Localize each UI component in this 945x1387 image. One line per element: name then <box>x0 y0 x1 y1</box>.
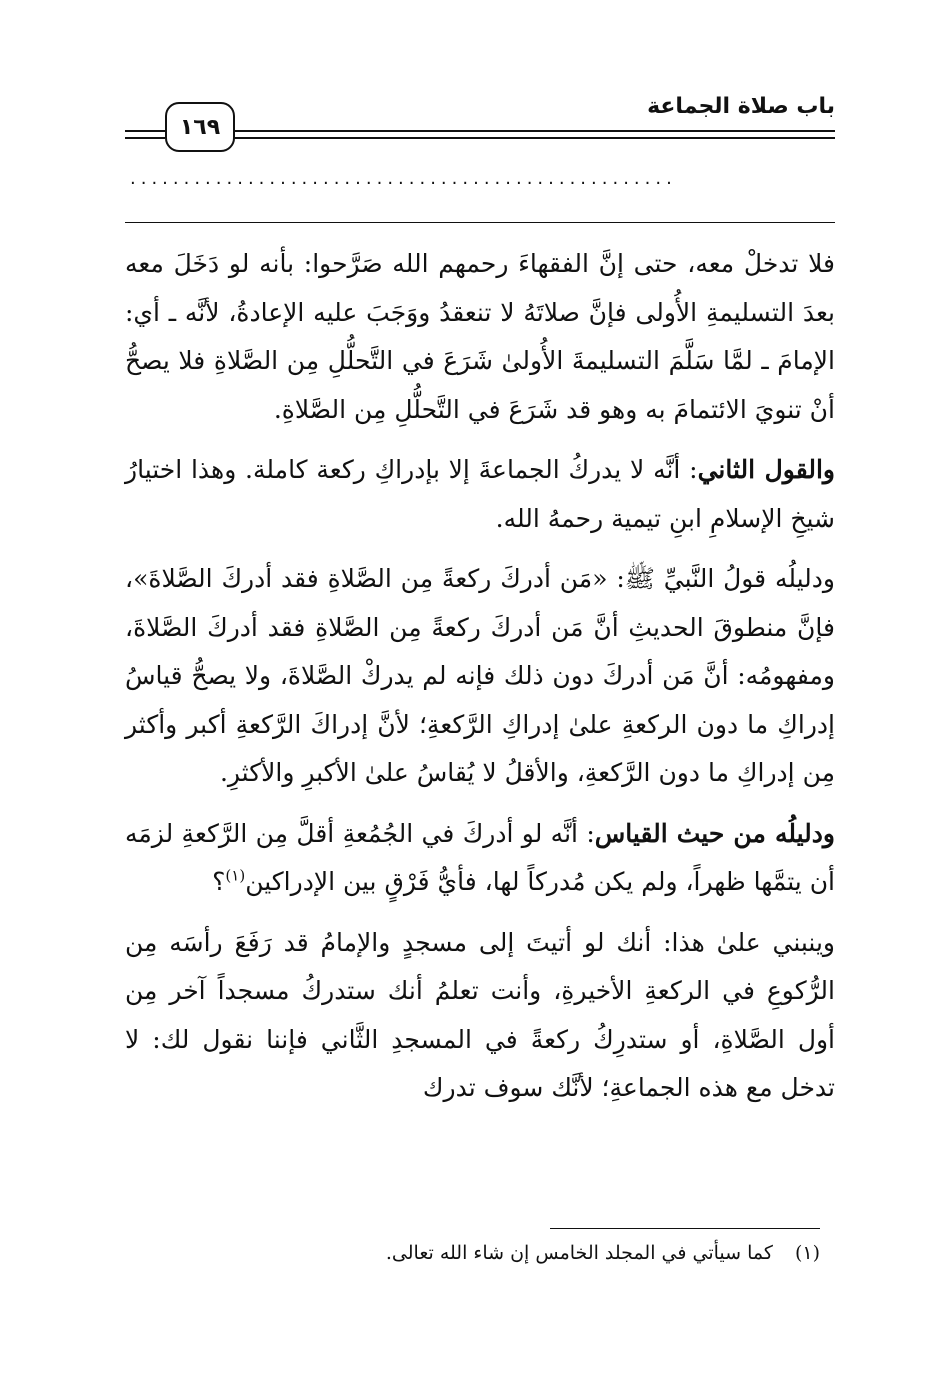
header-rule-left-top <box>125 130 165 132</box>
paragraph-text: : أنَّه لا يدركُ الجماعةَ إلا بإدراكِ ركعة كاملة. وهذا اختيارُ شيخِ الإسلامِ ابنِ تيمية رحمهُ الله. <box>125 455 835 533</box>
footnote <box>110 1242 820 1264</box>
header-rule-left-bottom <box>125 137 165 139</box>
dotted-separator: ................................................... <box>130 168 677 189</box>
footnote-rule <box>550 1228 820 1229</box>
footnote-text: كما سيأتي في المجلد الخامس إن شاء الله تعالى. <box>385 1242 773 1264</box>
paragraph-1 <box>125 240 835 434</box>
header-rule-bottom <box>232 137 835 139</box>
header-rule-top <box>232 130 835 132</box>
paragraph-text: فلا تدخلْ معه، حتى إنَّ الفقهاءَ رحمهم الله صَرَّحوا: بأنه لو دَخَلَ معه بعدَ التسليمةِ الأُولى فإنَّ صلاتَهُ لا تنعقدُ ووَجَبَ عليه الإعادةُ، لأنَّه ـ أي: الإمامَ ـ لمَّا سَلَّمَ التسليمةَ الأُولىٰ شَرَعَ في التَّحلُّلِ مِن الصَّلاةِ فلا يصحُّ أنْ تنويَ الائتمامَ به وهو قد شَرَعَ في التَّحلُّلِ مِن الصَّلاةِ. <box>125 249 835 424</box>
paragraph-text: وينبني علىٰ هذا: أنك لو أتيتَ إلى مسجدٍ والإمامُ قد رَفَعَ رأسَه مِن الرُّكوعِ في الركعةِ الأخيرةِ، وأنت تعلمُ أنك ستدركُ مسجداً آخر مِن أول الصَّلاةِ، أو ستدرِكُ ركعةً في المسجدِ الثَّاني فإننا نقول لك: لا تدخل مع هذه الجماعةِ؛ لأنَّك سوف تدرك <box>125 927 835 1102</box>
paragraph-tail: ؟ <box>212 867 226 896</box>
paragraph-3 <box>125 555 835 798</box>
running-title: باب صلاة الجماعة <box>647 94 835 119</box>
paragraph-heading: ودليلُه من حيث القياس <box>594 818 835 848</box>
footnote-reference[interactable]: (١) <box>225 866 246 885</box>
paragraph-5 <box>125 919 835 1113</box>
page-header <box>125 92 835 152</box>
paragraph-text: ودليلُه قولُ النَّبيِّ ﷺ: «مَن أدركَ ركعةً مِن الصَّلاةِ فقد أدركَ الصَّلاةَ»، فإنَّ منطوقَ الحديثِ أنَّ مَن أدركَ ركعةً مِن الصَّلاةِ فقد أدركَ الصَّلاةَ، ومفهومُه: أنَّ مَن أدركَ دون ذلك فإنه لم يدركْ الصَّلاةَ، ولا يصحُّ قياسُ إدراكِ ما دون الركعةِ علىٰ إدراكِ الرَّكعةِ؛ لأنَّ إدراكَ الرَّكعةِ أكبر وأكثر مِن إدراكِ ما دون الرَّكعةِ، والأقلُ لا يُقاسُ علىٰ الأكبرِ والأكثرِ. <box>125 564 835 787</box>
paragraph-heading: والقول الثاني <box>697 455 835 484</box>
paragraph-2 <box>125 446 835 543</box>
header-separator-line <box>125 222 835 223</box>
paragraph-4 <box>125 810 835 907</box>
footnote-number: (١) <box>794 1242 820 1264</box>
page-number: ١٦٩ <box>165 102 235 152</box>
paragraph-text: : أنَّه لو أدركَ في الجُمُعةِ أقلَّ مِن الرَّكعةِ لزمَه أن يتمَّها ظهراً، ولم يكن مُدركاً لها، فأيُّ فَرْقٍ بين الإدراكين <box>125 818 835 896</box>
main-text <box>125 240 835 1125</box>
